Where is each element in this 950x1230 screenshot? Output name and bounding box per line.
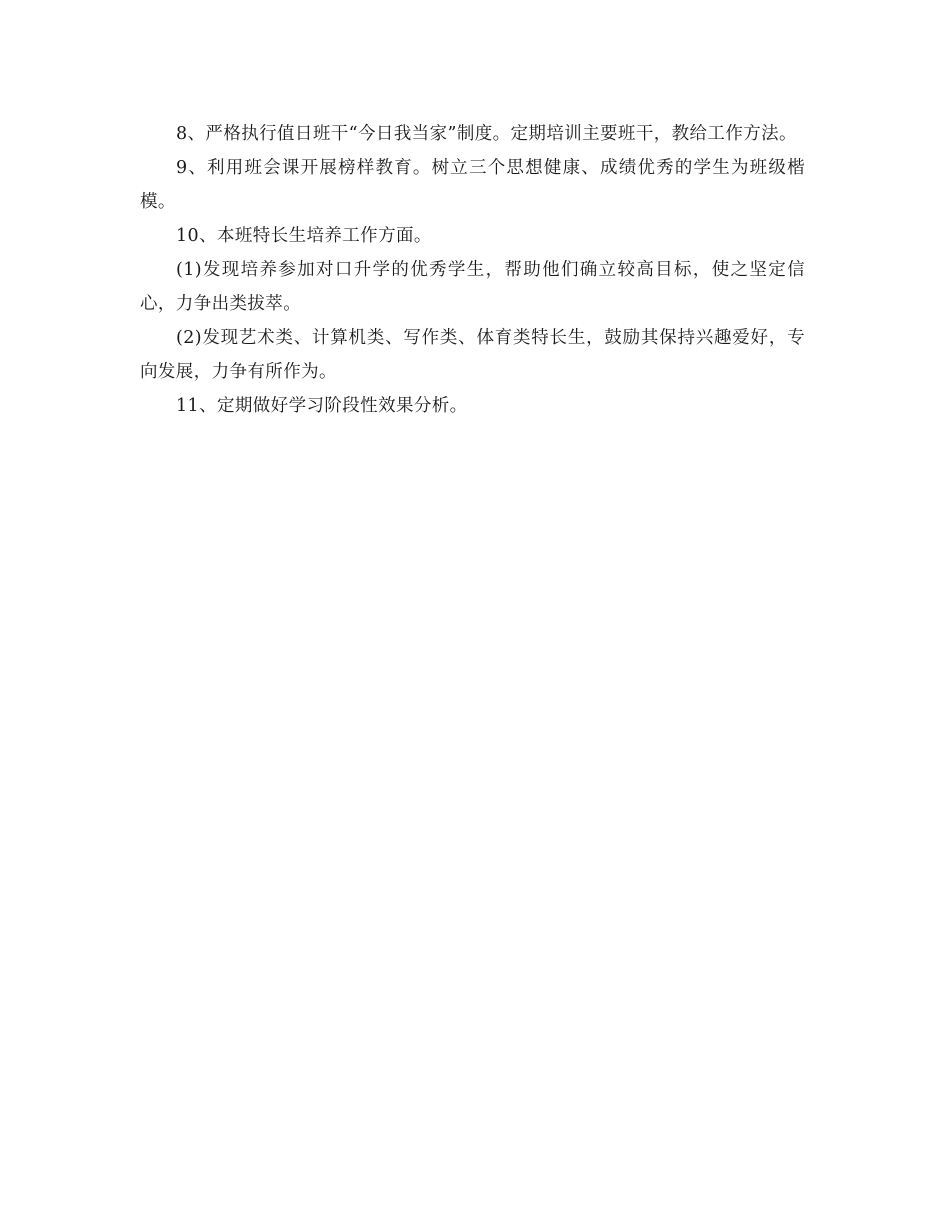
paragraph-subitem-2: (2)发现艺术类、计算机类、写作类、体育类特长生，鼓励其保持兴趣爱好，专向发展，力争有所作为。: [140, 328, 805, 382]
paragraph-item-11: 11、定期做好学习阶段性效果分析。: [176, 396, 468, 416]
document-body: [140, 117, 805, 423]
paragraph-item-8: 8、严格执行值日班干“今日我当家”制度。定期培训主要班干，教给工作方法。: [176, 124, 797, 144]
paragraph-subitem-1: (1)发现培养参加对口升学的优秀学生，帮助他们确立较高目标，使之坚定信心，力争出类拔萃。: [140, 260, 805, 314]
paragraph-item-10: 10、本班特长生培养工作方面。: [176, 226, 432, 246]
paragraph-item-9: 9、利用班会课开展榜样教育。树立三个思想健康、成绩优秀的学生为班级楷模。: [140, 158, 805, 212]
